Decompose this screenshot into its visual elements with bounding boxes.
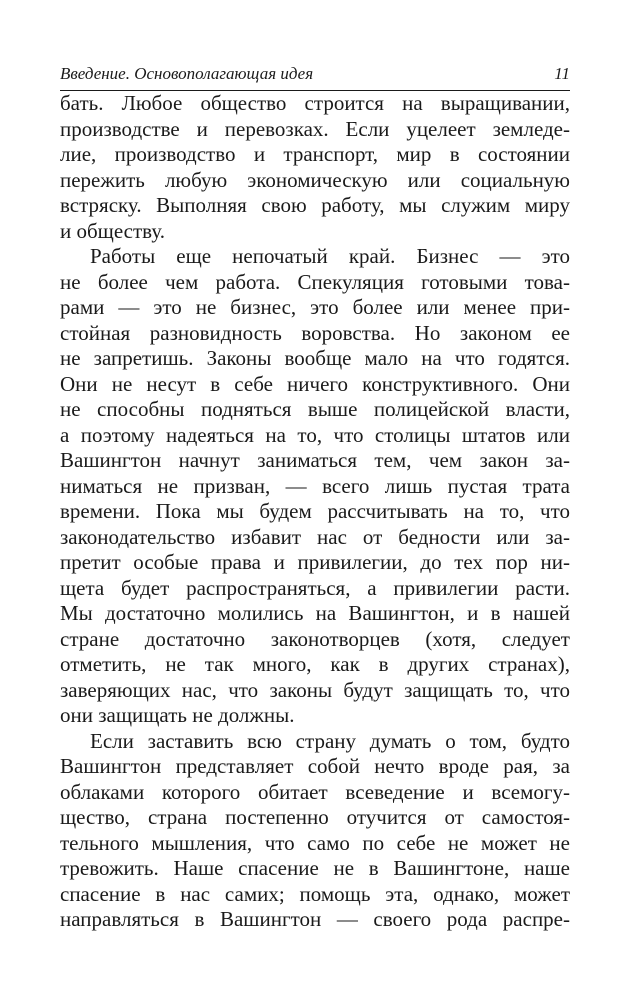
text-line: тельного мышления, что само по себе не может не — [60, 830, 570, 855]
text-line: времени. Пока мы будем рассчитывать на то, что — [60, 499, 570, 523]
text-line: бать. Любое общество строится на выращивании, — [60, 91, 570, 115]
text-line: тревожить. Наше спасение не в Вашингтоне, наше — [60, 856, 570, 880]
text-line: заверяющих нас, что законы будут защищать то, что — [60, 677, 570, 702]
text-line: не запретишь. Законы вообще мало на что годятся. — [60, 346, 570, 370]
text-line: Вашингтон начнут заниматься тем, чем закон за- — [60, 448, 570, 472]
text-line: претит особые права и привилегии, до тех пор ни- — [60, 550, 570, 574]
paragraph — [60, 91, 570, 244]
paragraph — [60, 729, 570, 933]
text-line: встряску. Выполняя свою работу, мы служим миру — [60, 193, 570, 217]
text-line: Они не несут в себе ничего конструктивного. Они — [60, 371, 570, 396]
text-line: не способны подняться выше полицейской власти, — [60, 397, 570, 421]
text-line: и обществу. — [60, 218, 166, 243]
text-line: спасение в нас самих; помощь эта, однако, может — [60, 881, 570, 906]
running-head — [60, 62, 570, 91]
page-number: 11 — [554, 64, 570, 83]
text-line: Если заставить всю страну думать о том, будто — [90, 728, 570, 753]
text-line: пережить любую экономическую или социальную — [60, 167, 570, 192]
text-line: облаками которого обитает всеведение и всемогу- — [60, 779, 570, 804]
text-line: ниматься не призван, — всего лишь пустая трата — [60, 473, 570, 498]
text-line: рами — это не бизнес, это более или менее при- — [60, 295, 570, 319]
text-line: производстве и перевозках. Если уцелеет земледе- — [60, 116, 570, 141]
text-line: щество, страна постепенно отучится от самостоя- — [60, 805, 570, 829]
section-title: Введение. Основополагающая идея — [60, 64, 314, 83]
text-line: законодательство избавит нас от бедности или за- — [60, 524, 570, 549]
text-line: направляться в Вашингтон — своего рода распре- — [60, 907, 570, 931]
text-line: отметить, не так много, как в других странах), — [60, 652, 570, 676]
paragraph — [60, 244, 570, 729]
text-line: стойная разновидность воровства. Но законом ее — [60, 320, 570, 345]
text-line: они защищать не должны. — [60, 703, 295, 727]
text-line: лие, производство и транспорт, мир в состоянии — [60, 142, 570, 166]
text-line: Работы еще непочатый край. Бизнес — это — [90, 244, 570, 268]
text-line: Вашингтон представляет собой нечто вроде рая, за — [60, 754, 570, 778]
body-text — [60, 91, 570, 933]
book-page — [60, 62, 570, 933]
text-line: стране достаточно законотворцев (хотя, следует — [60, 626, 570, 651]
text-line: а поэтому надеяться на то, что столицы штатов или — [60, 422, 570, 447]
text-line: не более чем работа. Спекуляция готовыми това- — [60, 269, 570, 294]
text-line: Мы достаточно молились на Вашингтон, и в нашей — [60, 601, 570, 625]
text-line: щета будет распространяться, а привилегии расти. — [60, 575, 570, 600]
